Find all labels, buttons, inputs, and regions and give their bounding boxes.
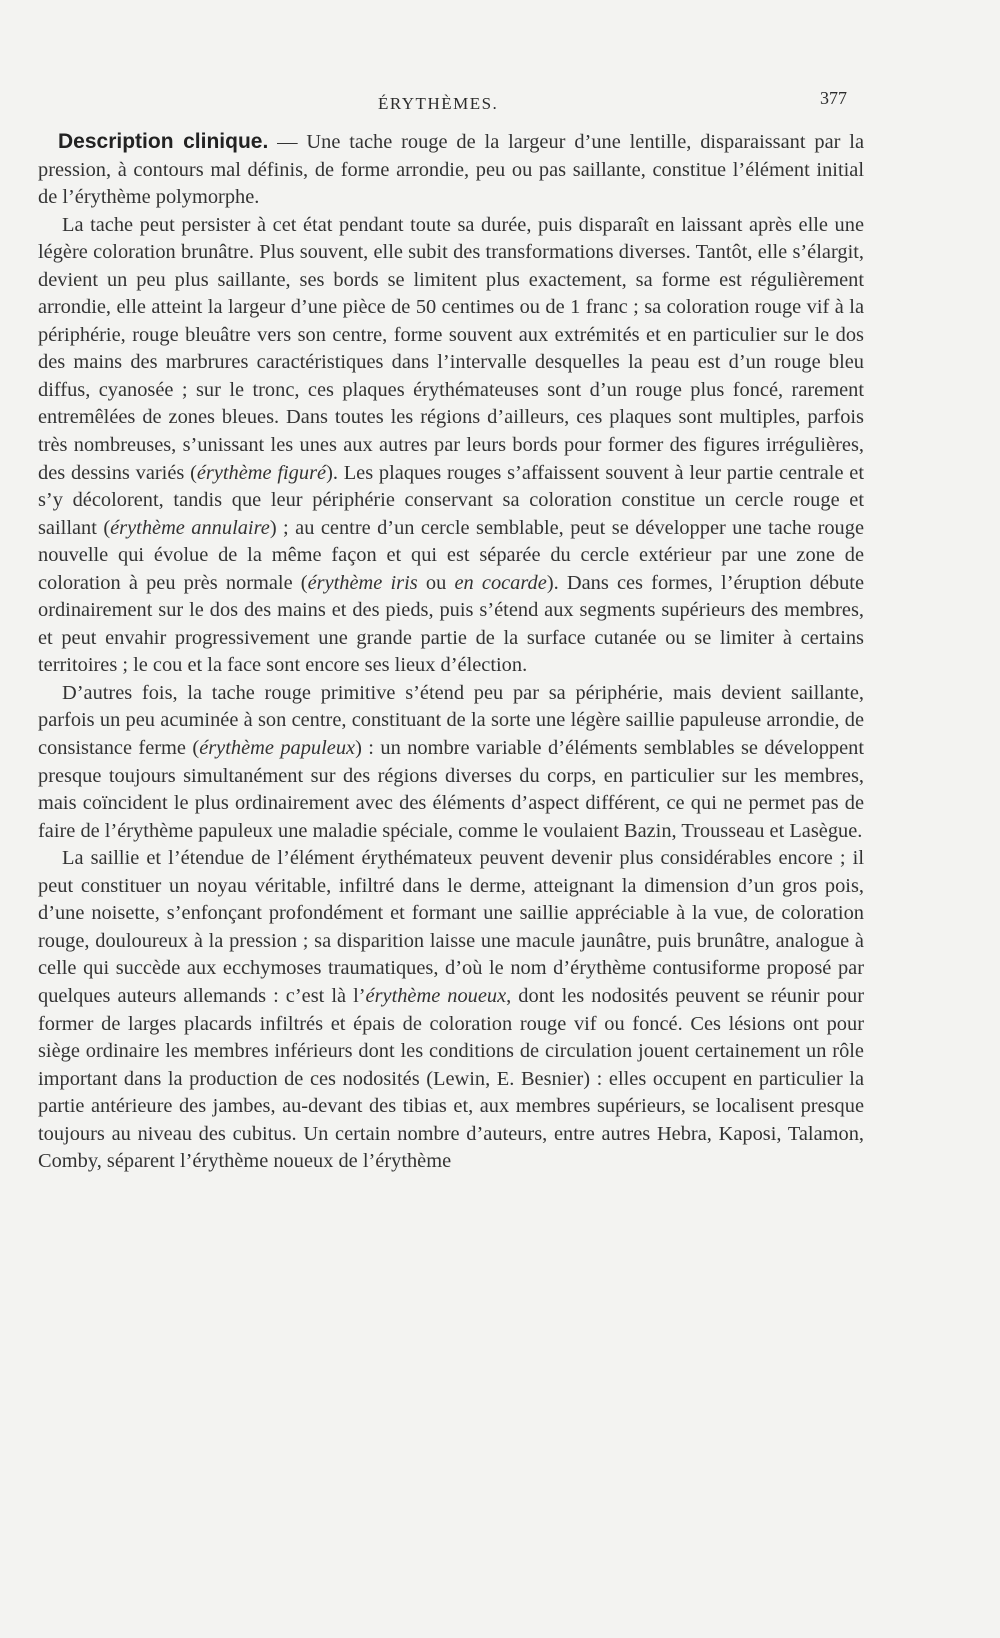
text-run: D’autres fois, la tache rouge primitive s’étend peu par sa périphérie, mais devient saillante, parfois un peu acuminée à son centre, constituant de la sorte une légère saillie papuleuse arrondie, de consistance ferme ( <box>38 681 864 760</box>
text-run: ). Dans ces formes, l’éruption débute ordinairement sur le dos des mains et des pieds, puis s’étend aux segments supérieurs des membres, et peut envahir progressivement une grande partie de la surface cutanée ou se limiter à certains territoires ; le cou et la face sont encore ses lieux d’élection. <box>38 571 864 677</box>
italic-term: érythème figuré <box>196 461 327 484</box>
body-paragraph <box>38 212 864 680</box>
text-run: ou <box>417 571 455 594</box>
running-title: ÉRYTHÈMES. <box>378 94 499 113</box>
text-run: , dont les nodosités peuvent se réunir pour former de larges placards infiltrés et épais de coloration rouge vif ou foncé. Ces lésions ont pour siège ordinaire les membres inférieurs dont les conditions de circulation jouent certainement un rôle important dans la production de ces nodosités (Lewin, E. Besnier) : elles occupent en particulier la partie antérieure des jambes, au-devant des tibias et, aux membres supérieurs, se localisent presque toujours au niveau des cubitus. Un certain nombre d’auteurs, entre autres Hebra, Kaposi, Talamon, Comby, séparent l’érythème noueux de l’érythème <box>38 984 864 1173</box>
italic-term: érythème papuleux <box>199 737 356 760</box>
body-paragraph <box>38 845 864 1176</box>
text-run: La saillie et l’étendue de l’élément érythémateux peuvent devenir plus considérables encore ; il peut constituer un noyau véritable, infiltré dans le derme, atteignant la dimension d’un gros pois, d’une noisette, s’enfonçant profondément et formant une saillie appréciable à la vue, de coloration rouge, douloureux à la pression ; sa disparition laisse une macule jaunâtre, puis brunâtre, analogue à celle qui succède aux ecchymoses traumatiques, d’où le nom d’érythème contusiforme proposé par quelques auteurs allemands : c’est là l’ <box>38 847 864 1007</box>
section-intro: — Une tache rouge de la largeur d’une lentille, disparaissant par la pression, à contours mal définis, de forme arrondie, peu ou pas saillante, constitue l’élément initial de l’érythème polymorphe. <box>38 131 864 209</box>
italic-term: érythème iris <box>307 571 418 594</box>
italic-term: érythème noueux <box>365 984 507 1007</box>
text-run: ) : un nombre variable d’éléments semblables se développent presque toujours simultanément sur des régions diverses du corps, en particulier sur les membres, mais coïncident le plus ordinairement avec des éléments d’aspect différent, ce qui ne permet pas de faire de l’érythème papuleux une maladie spéciale, comme le voulaient Bazin, Trousseau et Lasègue. <box>38 737 865 842</box>
body-paragraph <box>38 680 864 845</box>
text-run: ). Les plaques rouges s’affaissent souvent à leur partie centrale et s’y décolorent, tandis que leur périphérie conservant sa coloration constitue un cercle rouge et saillant ( <box>38 461 864 539</box>
page-body <box>38 128 864 1176</box>
paragraph-list <box>38 212 864 1176</box>
page-number: 377 <box>820 88 847 108</box>
text-run: La tache peut persister à cet état pendant toute sa durée, puis disparaît en laissant après elle une légère coloration brunâtre. Plus souvent, elle subit des transformations diverses. Tantôt, elle s’élargit, devient un peu plus saillante, ses bords se limitent plus exactement, sa forme est régulièrement arrondie, elle atteint la largeur d’une pièce de 50 centimes ou de 1 franc ; sa coloration rouge vif à la périphérie, rouge bleuâtre vers son centre, forme souvent aux extrémités et en particulier sur le dos des mains des marbrures caractéristiques dans l’intervalle desquelles la peau est d’un rouge bleu diffus, cyanosée ; sur le tronc, ces plaques érythémateuses sont d’un rouge plus foncé, rarement entremêlées de zones bleues. Dans toutes les régions d’ailleurs, ces plaques sont multiples, parfois très nombreuses, s’unissant les unes aux autres par leurs bords pour former des figures irrégulières, des dessins variés ( <box>38 213 864 484</box>
italic-term: érythème annulaire <box>110 516 270 539</box>
italic-term: en cocarde <box>454 571 547 594</box>
text-run: ) ; au centre d’un cercle semblable, peut se développer une tache rouge nouvelle qui évolue de la même façon et qui est séparée du cercle extérieur par une zone de coloration à peu près normale ( <box>38 516 864 594</box>
section-title: Description clinique. <box>58 130 269 153</box>
section-paragraph <box>38 128 864 212</box>
